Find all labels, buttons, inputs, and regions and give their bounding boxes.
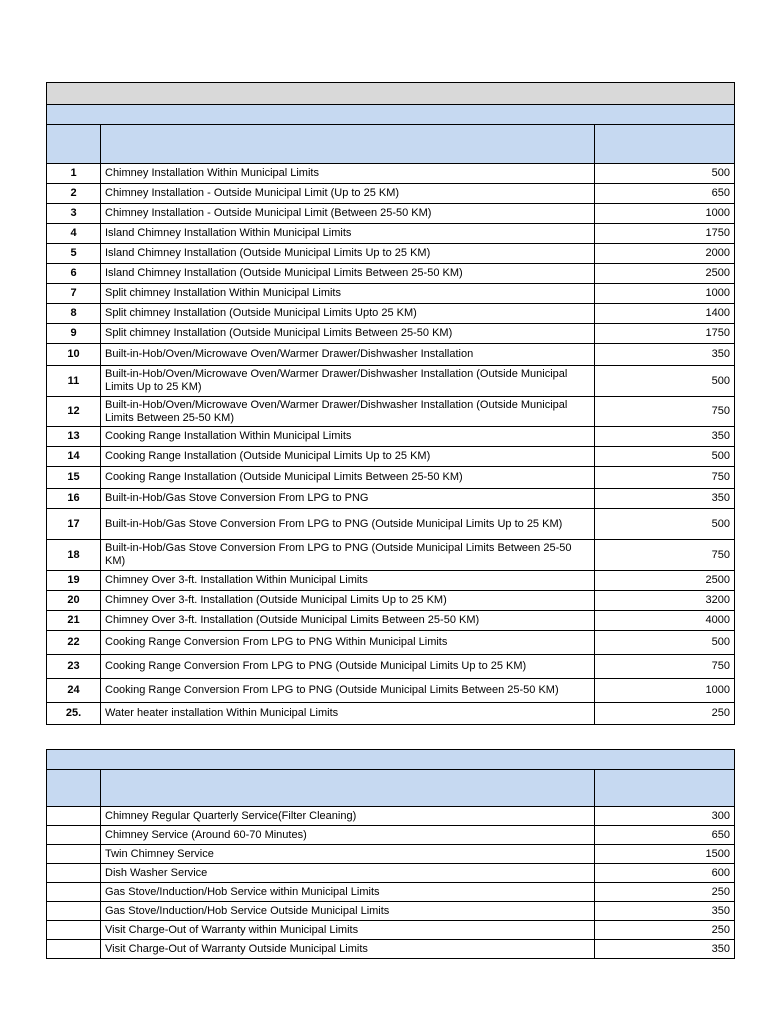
header-no-cell [47, 770, 101, 807]
table-row [47, 366, 735, 397]
table-subtitle-row [47, 750, 735, 770]
row-price: 500 [595, 366, 735, 397]
table-row [47, 902, 735, 921]
table-row [47, 509, 735, 540]
table-row [47, 807, 735, 826]
table-row [47, 304, 735, 324]
row-price: 2500 [595, 264, 735, 284]
row-price: 300 [595, 807, 735, 826]
row-description: Dish Washer Service [101, 864, 595, 883]
row-price: 650 [595, 826, 735, 845]
row-description: Built-in-Hob/Oven/Microwave Oven/Warmer Drawer/Dishwasher Installation [101, 344, 595, 366]
row-price: 2500 [595, 571, 735, 591]
table-row [47, 864, 735, 883]
row-price: 600 [595, 864, 735, 883]
row-price: 750 [595, 467, 735, 489]
table-row [47, 845, 735, 864]
row-price: 2000 [595, 244, 735, 264]
row-price: 350 [595, 940, 735, 959]
row-price: 1750 [595, 224, 735, 244]
row-number [47, 940, 101, 959]
row-price: 250 [595, 883, 735, 902]
table-row [47, 324, 735, 344]
row-price: 350 [595, 489, 735, 509]
row-description: Built-in-Hob/Gas Stove Conversion From LPG to PNG (Outside Municipal Limits Between 25-50 KM) [101, 540, 595, 571]
row-price: 750 [595, 540, 735, 571]
row-price: 250 [595, 921, 735, 940]
table-subtitle-cell [47, 750, 735, 770]
row-description: Chimney Over 3-ft. Installation (Outside Municipal Limits Between 25-50 KM) [101, 611, 595, 631]
row-price: 1000 [595, 284, 735, 304]
row-price: 750 [595, 655, 735, 679]
row-description: Island Chimney Installation (Outside Municipal Limits Up to 25 KM) [101, 244, 595, 264]
row-description: Chimney Regular Quarterly Service(Filter Cleaning) [101, 807, 595, 826]
row-description: Gas Stove/Induction/Hob Service within Municipal Limits [101, 883, 595, 902]
row-number: 10 [47, 344, 101, 366]
row-description: Cooking Range Conversion From LPG to PNG (Outside Municipal Limits Between 25-50 KM) [101, 679, 595, 703]
table-row [47, 611, 735, 631]
table-row [47, 591, 735, 611]
installation-charges-table [46, 82, 735, 725]
table-row [47, 679, 735, 703]
table-row [47, 703, 735, 725]
table-row [47, 344, 735, 366]
row-description: Cooking Range Installation (Outside Municipal Limits Between 25-50 KM) [101, 467, 595, 489]
row-price: 500 [595, 447, 735, 467]
row-number: 21 [47, 611, 101, 631]
table-row [47, 164, 735, 184]
row-number [47, 864, 101, 883]
row-description: Split chimney Installation Within Municipal Limits [101, 284, 595, 304]
row-description: Visit Charge-Out of Warranty Outside Municipal Limits [101, 940, 595, 959]
table-row [47, 224, 735, 244]
table-row [47, 397, 735, 427]
header-price-cell [595, 125, 735, 164]
row-number: 9 [47, 324, 101, 344]
row-number: 20 [47, 591, 101, 611]
row-number: 2 [47, 184, 101, 204]
row-price: 250 [595, 703, 735, 725]
row-number: 17 [47, 509, 101, 540]
row-description: Cooking Range Conversion From LPG to PNG (Outside Municipal Limits Up to 25 KM) [101, 655, 595, 679]
header-description-cell [101, 125, 595, 164]
row-number [47, 826, 101, 845]
row-description: Island Chimney Installation Within Municipal Limits [101, 224, 595, 244]
row-description: Water heater installation Within Municipal Limits [101, 703, 595, 725]
row-number: 15 [47, 467, 101, 489]
table-row [47, 655, 735, 679]
row-price: 1500 [595, 845, 735, 864]
row-number: 14 [47, 447, 101, 467]
row-description: Twin Chimney Service [101, 845, 595, 864]
table-row [47, 883, 735, 902]
row-price: 4000 [595, 611, 735, 631]
table-row [47, 489, 735, 509]
service-charges-table [46, 749, 735, 959]
row-number: 19 [47, 571, 101, 591]
row-description: Built-in-Hob/Oven/Microwave Oven/Warmer Drawer/Dishwasher Installation (Outside Municipal Limits Up to 25 KM) [101, 366, 595, 397]
row-description: Gas Stove/Induction/Hob Service Outside Municipal Limits [101, 902, 595, 921]
table-row [47, 184, 735, 204]
row-price: 3200 [595, 591, 735, 611]
row-price: 650 [595, 184, 735, 204]
row-number: 5 [47, 244, 101, 264]
row-number [47, 845, 101, 864]
row-number: 16 [47, 489, 101, 509]
row-number [47, 883, 101, 902]
row-description: Chimney Service (Around 60-70 Minutes) [101, 826, 595, 845]
header-description-cell [101, 770, 595, 807]
table-row [47, 631, 735, 655]
table-row [47, 244, 735, 264]
row-price: 350 [595, 427, 735, 447]
table-row [47, 467, 735, 489]
row-number: 4 [47, 224, 101, 244]
row-price: 1750 [595, 324, 735, 344]
row-number [47, 902, 101, 921]
row-price: 1000 [595, 204, 735, 224]
table-subtitle-cell [47, 105, 735, 125]
table-row [47, 427, 735, 447]
table-row [47, 284, 735, 304]
row-number [47, 921, 101, 940]
row-price: 350 [595, 344, 735, 366]
row-price: 500 [595, 509, 735, 540]
row-description: Chimney Installation Within Municipal Limits [101, 164, 595, 184]
row-number: 11 [47, 366, 101, 397]
table-row [47, 826, 735, 845]
header-no-cell [47, 125, 101, 164]
header-price-cell [595, 770, 735, 807]
table-row [47, 571, 735, 591]
row-number: 7 [47, 284, 101, 304]
row-description: Chimney Over 3-ft. Installation Within Municipal Limits [101, 571, 595, 591]
row-number: 22 [47, 631, 101, 655]
row-description: Split chimney Installation (Outside Municipal Limits Upto 25 KM) [101, 304, 595, 324]
row-price: 500 [595, 164, 735, 184]
row-number: 12 [47, 397, 101, 427]
table-title-cell [47, 83, 735, 105]
row-description: Split chimney Installation (Outside Municipal Limits Between 25-50 KM) [101, 324, 595, 344]
row-number: 8 [47, 304, 101, 324]
row-price: 750 [595, 397, 735, 427]
row-number: 24 [47, 679, 101, 703]
row-number: 13 [47, 427, 101, 447]
row-description: Visit Charge-Out of Warranty within Municipal Limits [101, 921, 595, 940]
row-description: Chimney Installation - Outside Municipal Limit (Between 25-50 KM) [101, 204, 595, 224]
table-row [47, 447, 735, 467]
row-description: Built-in-Hob/Oven/Microwave Oven/Warmer Drawer/Dishwasher Installation (Outside Municipal Limits Between 25-50 KM) [101, 397, 595, 427]
row-description: Built-in-Hob/Gas Stove Conversion From LPG to PNG (Outside Municipal Limits Up to 25 KM) [101, 509, 595, 540]
table-row [47, 204, 735, 224]
row-number: 23 [47, 655, 101, 679]
row-number [47, 807, 101, 826]
table-subtitle-row [47, 105, 735, 125]
row-number: 3 [47, 204, 101, 224]
row-number: 6 [47, 264, 101, 284]
row-price: 1400 [595, 304, 735, 324]
row-description: Chimney Installation - Outside Municipal Limit (Up to 25 KM) [101, 184, 595, 204]
row-price: 1000 [595, 679, 735, 703]
row-description: Chimney Over 3-ft. Installation (Outside Municipal Limits Up to 25 KM) [101, 591, 595, 611]
table-header-row [47, 125, 735, 164]
table-header-row [47, 770, 735, 807]
row-description: Island Chimney Installation (Outside Municipal Limits Between 25-50 KM) [101, 264, 595, 284]
row-price: 350 [595, 902, 735, 921]
table-row [47, 540, 735, 571]
row-description: Cooking Range Installation (Outside Municipal Limits Up to 25 KM) [101, 447, 595, 467]
row-description: Cooking Range Conversion From LPG to PNG Within Municipal Limits [101, 631, 595, 655]
row-price: 500 [595, 631, 735, 655]
table-row [47, 940, 735, 959]
service-rows [47, 807, 735, 959]
row-number: 1 [47, 164, 101, 184]
table-row [47, 264, 735, 284]
table-title-row [47, 83, 735, 105]
table-row [47, 921, 735, 940]
row-description: Built-in-Hob/Gas Stove Conversion From LPG to PNG [101, 489, 595, 509]
installation-rows [47, 164, 735, 725]
row-number: 18 [47, 540, 101, 571]
row-number: 25. [47, 703, 101, 725]
row-description: Cooking Range Installation Within Municipal Limits [101, 427, 595, 447]
